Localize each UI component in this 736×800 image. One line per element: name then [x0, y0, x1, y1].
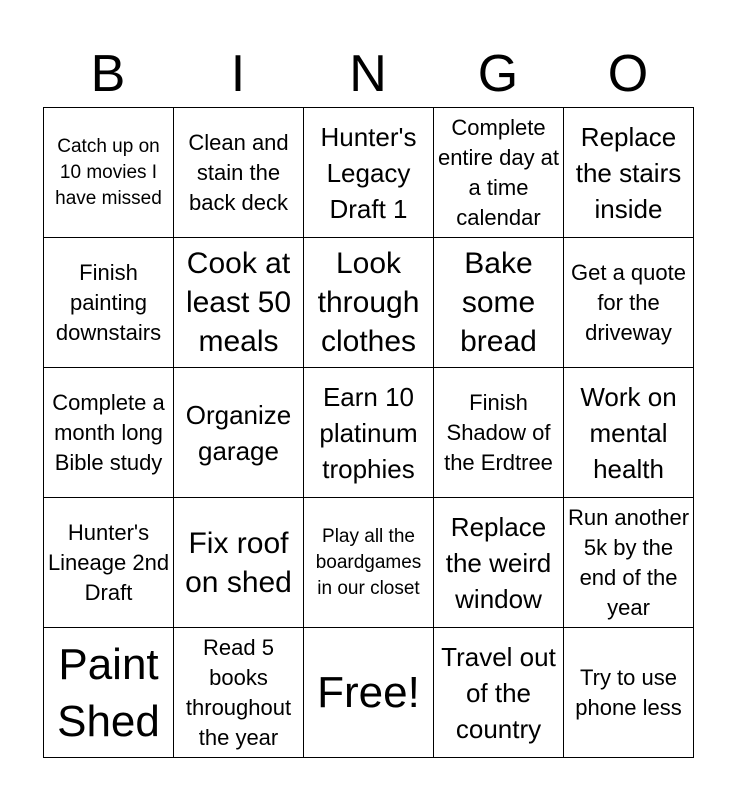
- bingo-cell[interactable]: Replace the weird window: [434, 498, 564, 628]
- bingo-cell[interactable]: Play all the boardgames in our closet: [304, 498, 434, 628]
- bingo-cell-free[interactable]: Free!: [304, 628, 434, 758]
- bingo-board: [43, 107, 694, 758]
- bingo-cell[interactable]: Hunter's Legacy Draft 1: [304, 108, 434, 238]
- bingo-cell[interactable]: Complete a month long Bible study: [44, 368, 174, 498]
- header-letter-i: I: [230, 45, 246, 103]
- bingo-cell[interactable]: Finish Shadow of the Erdtree: [434, 368, 564, 498]
- bingo-cell[interactable]: Cook at least 50 meals: [174, 238, 304, 368]
- bingo-cell[interactable]: Clean and stain the back deck: [174, 108, 304, 238]
- bingo-header: [43, 40, 693, 108]
- bingo-cell[interactable]: Bake some bread: [434, 238, 564, 368]
- bingo-cell[interactable]: Complete entire day at a time calendar: [434, 108, 564, 238]
- bingo-cell[interactable]: Read 5 books throughout the year: [174, 628, 304, 758]
- bingo-cell[interactable]: Look through clothes: [304, 238, 434, 368]
- bingo-cell[interactable]: Run another 5k by the end of the year: [564, 498, 694, 628]
- header-letter-n: N: [349, 45, 387, 103]
- bingo-cell[interactable]: Get a quote for the driveway: [564, 238, 694, 368]
- bingo-cell[interactable]: Work on mental health: [564, 368, 694, 498]
- bingo-cell[interactable]: Paint Shed: [44, 628, 174, 758]
- bingo-cell[interactable]: Replace the stairs inside: [564, 108, 694, 238]
- bingo-cell[interactable]: Try to use phone less: [564, 628, 694, 758]
- bingo-cell[interactable]: Travel out of the country: [434, 628, 564, 758]
- header-letter-b: B: [90, 45, 126, 103]
- header-letter-g: G: [477, 45, 519, 103]
- bingo-cell[interactable]: Hunter's Lineage 2nd Draft: [44, 498, 174, 628]
- bingo-cell[interactable]: Catch up on 10 movies I have missed: [44, 108, 174, 238]
- header-letter-o: O: [607, 45, 649, 103]
- bingo-cell[interactable]: Earn 10 platinum trophies: [304, 368, 434, 498]
- bingo-cell[interactable]: Finish painting downstairs: [44, 238, 174, 368]
- bingo-cell[interactable]: Fix roof on shed: [174, 498, 304, 628]
- bingo-cell[interactable]: Organize garage: [174, 368, 304, 498]
